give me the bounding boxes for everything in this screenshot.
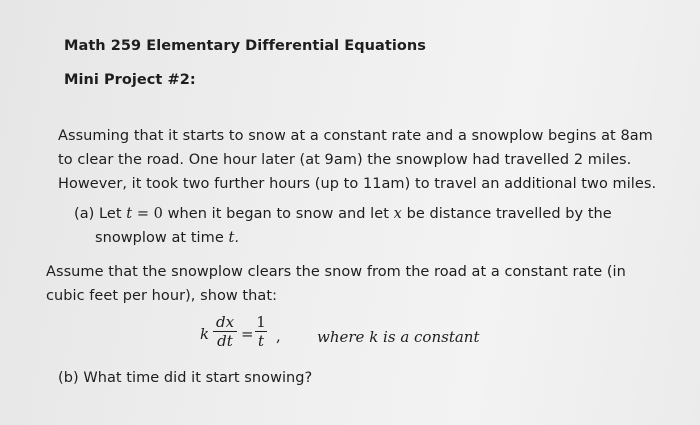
part-a-line2-text: snowplow at time: [95, 230, 224, 246]
variable-t: t: [126, 206, 133, 222]
part-a-line-1: [74, 206, 612, 222]
fraction-dx-dt: [213, 313, 237, 350]
variable-t-2: t: [228, 230, 235, 246]
equation-note: where k is a constant: [317, 328, 480, 346]
denominator-dt: dt: [217, 332, 233, 350]
denominator-t: t: [257, 332, 265, 350]
part-a-period: .: [234, 230, 240, 246]
part-a-mid: when it began to snow and let: [167, 206, 389, 222]
problem-line-3: However, it took two further hours (up to 11am) to travel an additional two miles.: [58, 176, 657, 192]
numerator-dx: dx: [215, 313, 235, 331]
constant-k: k: [200, 325, 210, 343]
fraction-1-t: [255, 313, 267, 350]
course-title: Math 259 Elementary Differential Equations: [64, 38, 426, 54]
project-title: Mini Project #2:: [64, 72, 196, 88]
part-b-question: (b) What time did it start snowing?: [58, 370, 313, 386]
part-a-line-2: [95, 230, 239, 246]
variable-x: x: [393, 206, 402, 222]
part-a-end: be distance travelled by the: [406, 206, 612, 222]
equals-zero: = 0: [136, 206, 163, 222]
assume-line-2: cubic feet per hour), show that:: [46, 288, 278, 304]
numerator-1: 1: [256, 313, 266, 331]
problem-line-2: to clear the road. One hour later (at 9am) the snowplow had travelled 2 miles.: [58, 152, 632, 168]
problem-line-1: Assuming that it starts to snow at a constant rate and a snowplow begins at 8am: [58, 128, 653, 144]
equals-sign: =: [241, 325, 254, 343]
assume-line-1: Assume that the snowplow clears the snow from the road at a constant rate (in: [46, 264, 626, 280]
comma: ,: [276, 327, 281, 345]
part-a-label: (a) Let: [74, 206, 122, 222]
